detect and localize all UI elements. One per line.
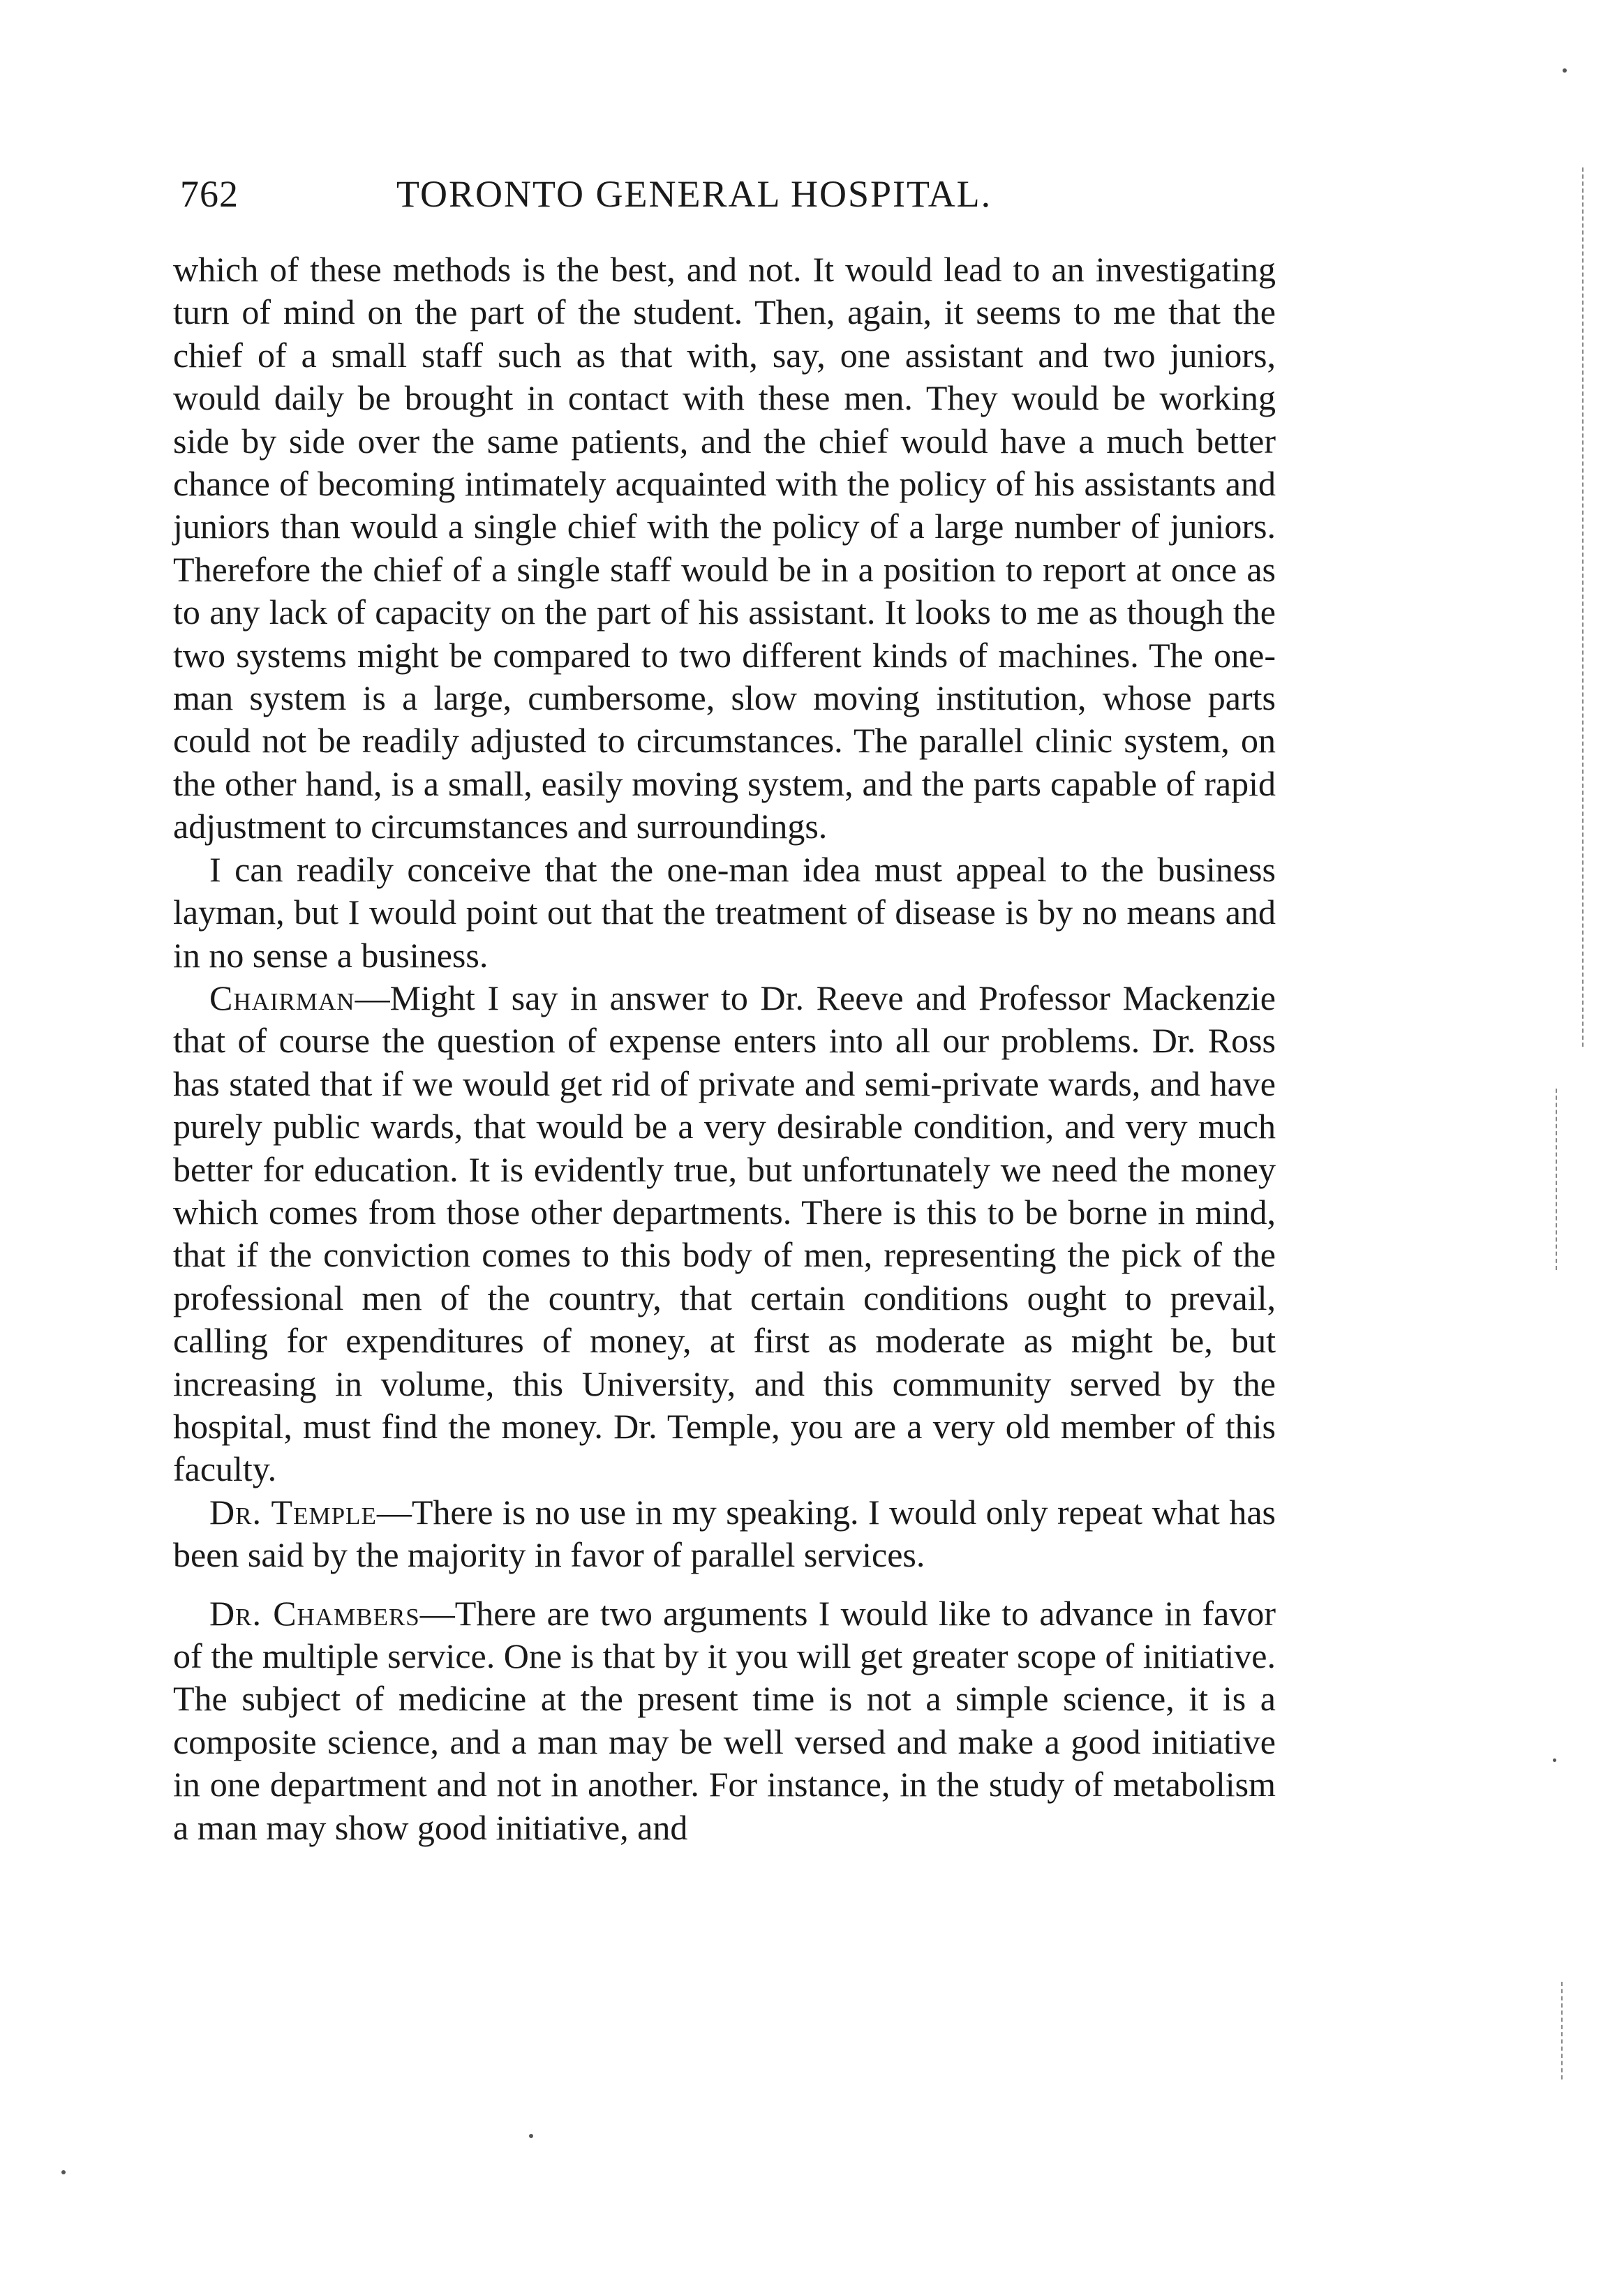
body-text	[173, 248, 1276, 1849]
scan-edge-marks	[1540, 0, 1624, 2293]
paragraph-text: —There is no use in my speaking. I would only repeat what has been said by the majority in favor of parallel services.	[173, 1492, 1276, 1575]
page-number: 762	[180, 173, 239, 215]
running-head: TORONTO GENERAL HOSPITAL.	[396, 173, 992, 215]
paragraph-text: which of these methods is the best, and not. It would lead to an investigating turn of mind on the part of the student. Then, again, it seems to me that the chief of a small staff such as that with, say, one assistant and two juniors, would daily be brought in contact with these men. They would be working side by side over the same patients, and the chief would have a much better chance of becoming intimately acquainted with the policy of his assistants and juniors than would a single chief with the policy of a large number of juniors. Therefore the chief of a single staff would be in a position to report at once as to any lack of capacity on the part of his assistant. It looks to me as though the two systems might be compared to two different kinds of machines. The one-man system is a large, cumbersome, slow moving institution, whose parts could not be readily adjusted to circumstances. The parallel clinic system, on the other hand, is a small, easily moving system, and the parts capable of rapid adjustment to circumstances and surroundings.	[173, 250, 1276, 846]
scan-speck	[61, 2170, 66, 2174]
paragraph	[173, 849, 1276, 977]
paragraph-text: —Might I say in answer to Dr. Reeve and Professor Mackenzie that of course the question of expense enters into all our problems. Dr. Ross has stated that if we would get rid of private and semi-private wards, and have purely public wards, that would be a very desirable condition, and very much better for education. It is evidently true, but unfortunately we need the money which comes from those other departments. There is this to be borne in mind, that if the conviction comes to this body of men, representing the pick of the professional men of the country, that certain conditions ought to prevail, calling for expenditures of money, at first as moderate as might be, but increasing in volume, this University, and this community served by the hospital, must find the money. Dr. Temple, you are a very old member of this faculty.	[173, 978, 1276, 1489]
speaker-name: Dr. Chambers	[209, 1593, 420, 1633]
paragraph-text: —There are two arguments I would like to advance in favor of the multiple service. One is that by it you will get greater scope of initiative. The subject of medicine at the present time is not a simple science, it is a composite science, and a man may be well versed and make a good initiative in one department and not in another. For instance, in the study of metabolism a man may show good initiative, and	[173, 1593, 1276, 1847]
scan-edge-line	[1556, 1089, 1557, 1270]
paragraph-text: I can readily conceive that the one-man idea must appeal to the business layman, but I would point out that the treatment of disease is by no means and in no sense a business.	[173, 849, 1276, 975]
scan-edge-line	[1561, 1982, 1563, 2079]
scan-edge-line	[1582, 167, 1584, 1047]
scan-speck	[1553, 1758, 1556, 1762]
paragraph-chairman	[173, 977, 1276, 1491]
scan-speck	[529, 2134, 533, 2138]
paragraph-dr-temple	[173, 1491, 1276, 1577]
paragraph-continuation	[173, 248, 1276, 849]
scan-speck	[1563, 68, 1567, 73]
speaker-name: Chairman	[209, 978, 355, 1017]
speaker-name: Dr. Temple	[209, 1492, 377, 1532]
page-header	[180, 166, 1269, 222]
paragraph-dr-chambers	[173, 1592, 1276, 1849]
